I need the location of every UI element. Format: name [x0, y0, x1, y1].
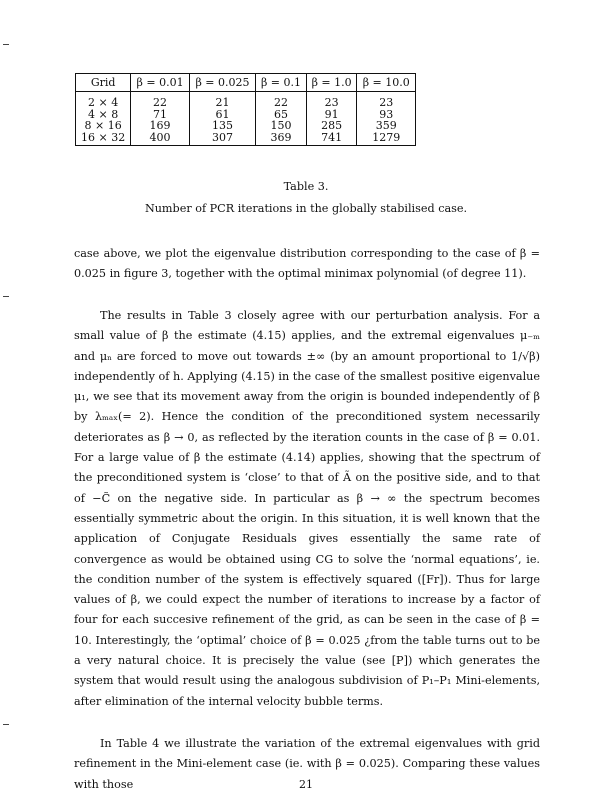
table-cell: 8 × 16 — [76, 120, 131, 132]
table-row — [76, 92, 416, 109]
table-cell: 2 × 4 — [76, 92, 131, 109]
header-cell: β = 10.0 — [357, 74, 416, 92]
table-cell: 23 — [357, 92, 416, 109]
page-number: 21 — [299, 778, 313, 791]
table-cell: 91 — [306, 109, 357, 121]
table-cell: 150 — [256, 120, 307, 132]
header-cell: Grid — [76, 74, 131, 92]
table-cell: 4 × 8 — [76, 109, 131, 121]
table-cell: 65 — [256, 109, 307, 121]
paragraph: In Table 4 we illustrate the variation of the extremal eigenvalues with grid refinement in the Mini-element case (ie. with β = 0.025). Comparing these values with those — [74, 737, 540, 791]
pcr-iterations-table — [75, 73, 416, 146]
table-cell: 22 — [131, 92, 190, 109]
body-text — [74, 306, 540, 712]
table-cell: 135 — [189, 120, 255, 132]
table-cell: 369 — [256, 132, 307, 146]
table-cell: 23 — [306, 92, 357, 109]
table-caption-text: Number of PCR iterations in the globally stabilised case. — [144, 202, 468, 215]
paragraph: case above, we plot the eigenvalue distribution corresponding to the case of β = 0.025 in figure 3, together with the optimal minimax polynomial (of degree 11). — [74, 247, 540, 281]
table-cell: 359 — [357, 120, 416, 132]
table-cell: 61 — [189, 109, 255, 121]
table-caption-label: Table 3. — [283, 180, 329, 193]
margin-mark — [3, 44, 9, 45]
header-cell: β = 0.025 — [189, 74, 255, 92]
table-cell: 21 — [189, 92, 255, 109]
table-cell: 307 — [189, 132, 255, 146]
table-cell: 400 — [131, 132, 190, 146]
table-cell: 16 × 32 — [76, 132, 131, 146]
table-cell: 22 — [256, 92, 307, 109]
table-header-row — [76, 74, 416, 92]
table-cell: 169 — [131, 120, 190, 132]
margin-mark — [3, 296, 9, 297]
header-cell: β = 0.01 — [131, 74, 190, 92]
table-row — [76, 132, 416, 146]
table-row — [76, 120, 416, 132]
header-cell: β = 1.0 — [306, 74, 357, 92]
table-cell: 1279 — [357, 132, 416, 146]
margin-mark — [3, 724, 9, 725]
header-cell: β = 0.1 — [256, 74, 307, 92]
table-row — [76, 109, 416, 121]
paragraph: The results in Table 3 closely agree with our perturbation analysis. For a small value of β the estimate (4.15) applies, and the extremal eigenvalues μ₋ₘ and μₙ are forced to move out towards ±∞ (by an amount proportional to 1/√β) independently of h. Applying (4.15) in the case of the smallest positive eigenvalue μ₁, we see that its movement away from the origin is bounded independently of β by λₘₐₓ(= 2). Hence the condition of the preconditioned system necessarily deteriorates as β → 0, as reflected by the iteration counts in the case of β = 0.01. For a large value of β the estimate (4.14) applies, showing that the spectrum of the preconditioned system is ‘close’ to that of Ã on the positive side, and to that of −C̃ on the negative side. In particular as β → ∞ the spectrum becomes essentially symmetric about the origin. In this situation, it is well known that the application of Conjugate Residuals gives essentially the same rate of convergence as would be obtained using CG to solve the ‘normal equations’, ie. the condition number of the system is effectively squared ([Fr]). Thus for large values of β, we could expect the number of iterations to increase by a factor of four for each succesive refinement of the grid, as can be seen in the case of β = 10. Interestingly, the ‘optimal’ choice of β = 0.025 ¿from the table turns out to be a very natural choice. It is precisely the value (see [P]) which generates the system that would result using the analogous subdivision of P₁–P₁ Mini-elements, after elimination of the internal velocity bubble terms. — [74, 309, 540, 708]
table-cell: 71 — [131, 109, 190, 121]
body-text — [74, 244, 540, 285]
table-cell: 741 — [306, 132, 357, 146]
table-cell: 285 — [306, 120, 357, 132]
table-cell: 93 — [357, 109, 416, 121]
